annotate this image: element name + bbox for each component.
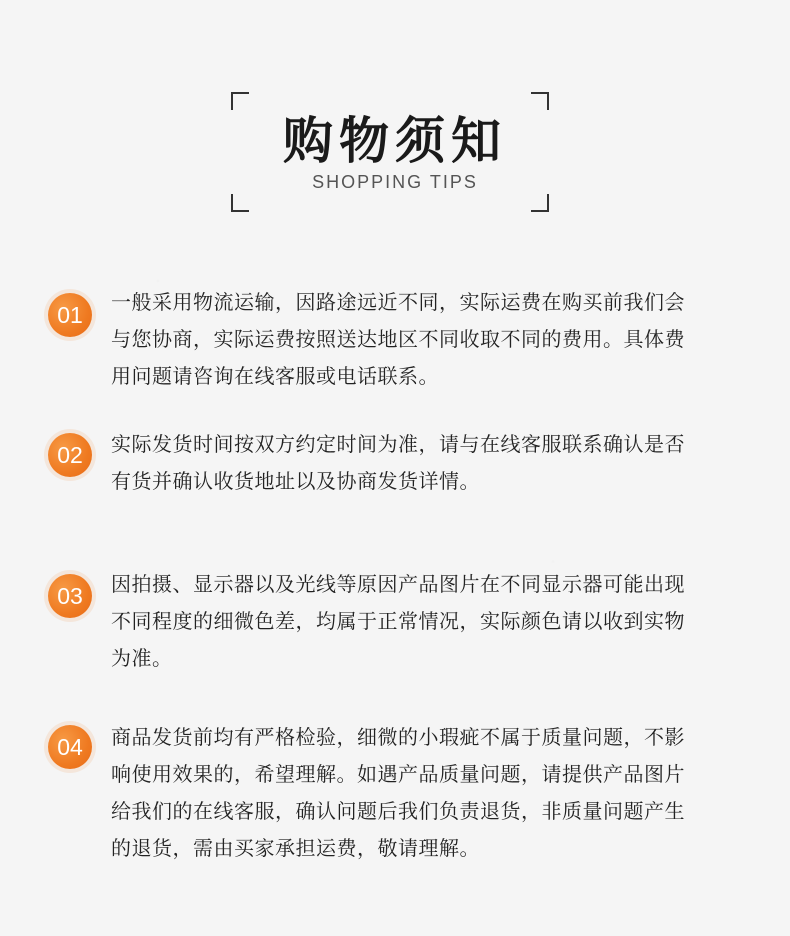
tip-line: 实际发货时间按双方约定时间为准，请与在线客服联系确认是否 (111, 432, 685, 456)
tip-line: 给我们的在线客服，确认问题后我们负责退货，非质量问题产生 (111, 799, 685, 823)
tip-number-badge: 01 (48, 293, 92, 337)
tip-line: 用问题请咨询在线客服或电话联系。 (111, 364, 439, 388)
tip-line: 为准。 (111, 646, 173, 670)
tip-line: 商品发货前均有严格检验，细微的小瑕疵不属于质量问题，不影 (111, 725, 685, 749)
frame-corner-top-right (531, 92, 549, 110)
frame-corner-top-left (231, 92, 249, 110)
tip-line: 因拍摄、显示器以及光线等原因产品图片在不同显示器可能出现 (111, 572, 685, 596)
tip-line: 响使用效果的，希望理解。如遇产品质量问题，请提供产品图片 (111, 762, 685, 786)
tip-text (111, 426, 723, 500)
page-title: 购物须知 (283, 112, 507, 170)
page-subtitle: SHOPPING TIPS (312, 172, 478, 192)
tip-line: 与您协商，实际运费按照送达地区不同收取不同的费用。具体费 (111, 327, 685, 351)
tip-line: 有货并确认收货地址以及协商发货详情。 (111, 469, 480, 493)
tip-number-badge: 04 (48, 725, 92, 769)
tip-line: 不同程度的细微色差，均属于正常情况，实际颜色请以收到实物 (111, 609, 685, 633)
tip-line: 的退货，需由买家承担运费，敬请理解。 (111, 836, 480, 860)
tip-text (111, 284, 723, 395)
tip-number-badge: 02 (48, 433, 92, 477)
tip-text (111, 566, 723, 677)
frame-corner-bottom-left (231, 194, 249, 212)
frame-corner-bottom-right (531, 194, 549, 212)
tip-line: 一般采用物流运输，因路途远近不同，实际运费在购买前我们会 (111, 290, 685, 314)
tip-number-badge: 03 (48, 574, 92, 618)
tip-text (111, 719, 723, 867)
